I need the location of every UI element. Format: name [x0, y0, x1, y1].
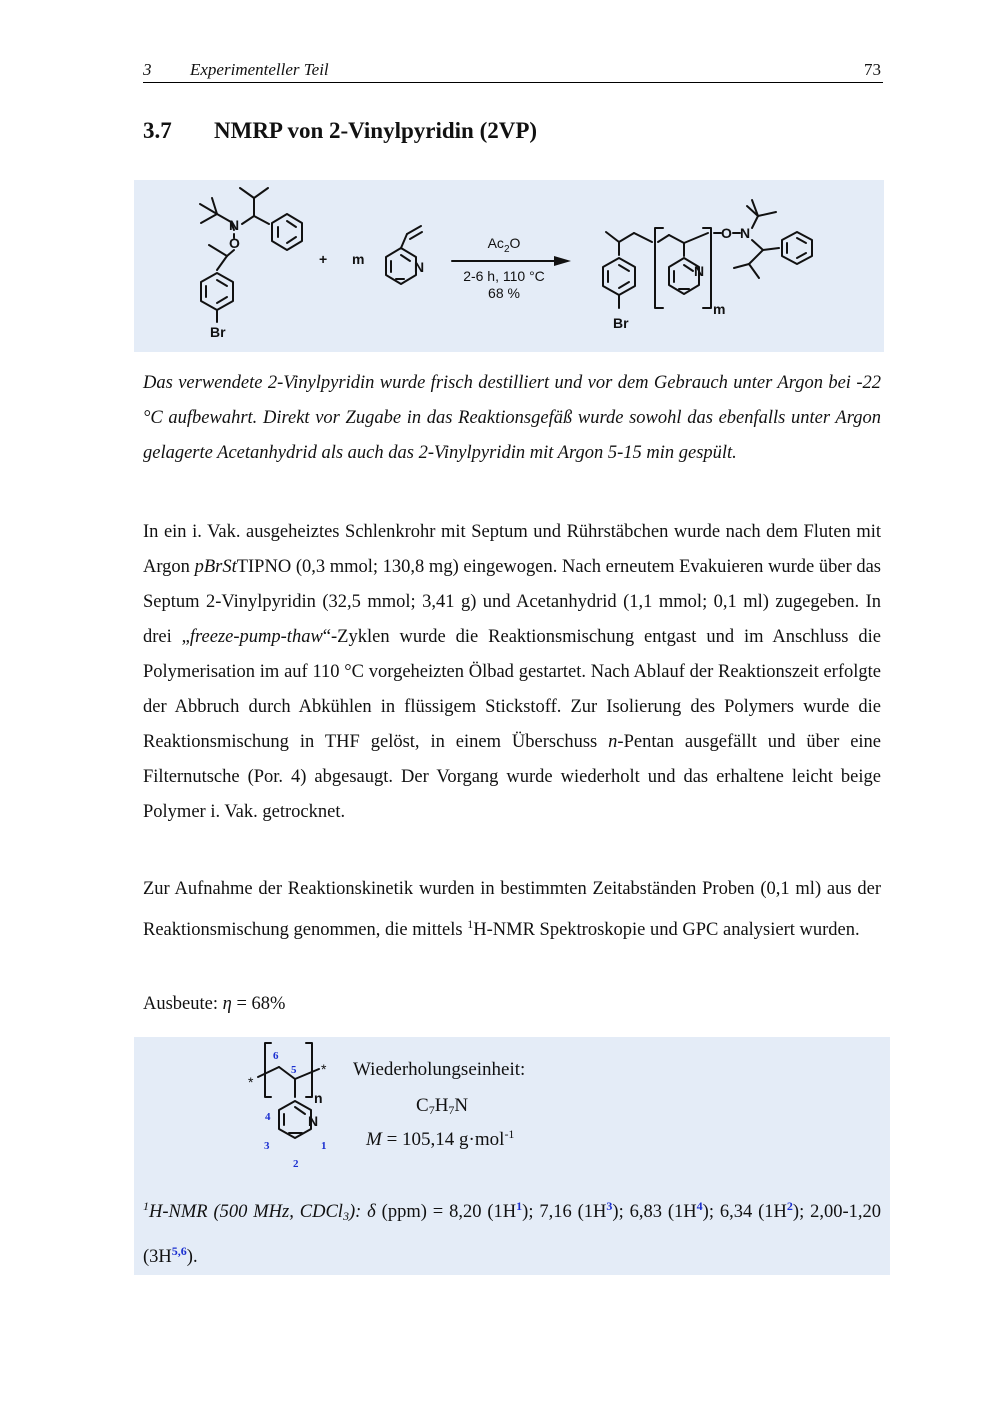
- repeat-m: m: [713, 301, 726, 317]
- paragraph-preparation: Das verwendete 2-Vinylpyridin wurde frisch destilliert und vor dem Gebrauch unter Argon bei -22 °C aufbewahrt. Direkt vor Zugabe in das Reaktionsgefäß wurde sowohl das ebenfalls unter Argon gelagerte Acetanhydrid als auch das 2-Vinylpyridin mit Argon 5-15 min gespült.: [143, 373, 881, 463]
- reagent-ac2o: $Ac_2O$: [487, 235, 521, 255]
- reaction-scheme-drawing: [134, 180, 884, 352]
- reaction-scheme: [134, 180, 884, 352]
- atom-Br-product: Br: [613, 315, 629, 331]
- repeat-unit-box: [134, 1037, 890, 1275]
- section-number: 3.7: [143, 118, 172, 143]
- star-left: *: [248, 1074, 254, 1090]
- reaction-yield: 68 %: [488, 285, 520, 301]
- reaction-conditions: 2-6 h, 110 °C: [463, 268, 545, 284]
- atom-O-initiator: O: [229, 235, 240, 251]
- star-right: *: [321, 1061, 327, 1077]
- pos-3: 3: [264, 1140, 270, 1152]
- atom-N-product: N: [694, 263, 705, 279]
- chapter-number: 3: [143, 60, 152, 79]
- paragraph-procedure: In ein i. Vak. ausgeheiztes Schlenkrohr mit Septum und Rührstäbchen wurde nach dem Fluten mit Argon pBrStTIPNO (0,3 mmol; 130,8 mg) eingewogen. Nach erneutem Evakuieren wurde über das Septum 2-Vinylpyridin (32,5 mmol; 3,41 g) und Acetanhydrid (1,1 mmol; 0,1 ml) zugegeben. In drei „freeze-pump-thaw“-Zyklen wurde die Reaktionsmischung entgast und im Anschluss die Polymerisation im auf 110 °C vorgeheizten Ölbad gestartet. Nach Ablauf der Reaktionszeit erfolgte der Abbruch durch Abkühlen in flüssigem Stickstoff. Zur Isolierung des Polymers wurde die Reaktionsmischung in THF gelöst, in einem Überschuss n-Pentan ausgefällt und über eine Filternutsche (Por. 4) abgesaugt. Der Vorgang wurde wiederholt und das erhaltene leicht beige Polymer i. Vak. getrocknet.: [143, 522, 882, 822]
- atom-Br-initiator: Br: [210, 324, 226, 340]
- freeze-pump-thaw: freeze-pump-thaw: [189, 627, 323, 647]
- pos-5: 5: [291, 1064, 297, 1076]
- atom-O-product: O: [721, 225, 732, 241]
- atom-N-initiator: N: [229, 217, 240, 233]
- section-title: NMRP von 2-Vinylpyridin (2VP): [214, 118, 538, 143]
- pos-4: 4: [265, 1111, 271, 1123]
- section-heading: [143, 118, 537, 144]
- molar-mass: M = 105,14 g·mol$^{-1}$: [366, 1127, 515, 1150]
- coefficient-m: m: [352, 251, 365, 267]
- paragraph-kinetics: Zur Aufnahme der Reaktionskinetik wurden in bestimmten Zeitabständen Proben (0,1 ml) aus der Reaktionsmischung genommen, die mittels $^1$H-NMR Spektroskopie und GPC analysiert wurden.: [143, 879, 881, 940]
- page-number: 73: [864, 60, 881, 79]
- atom-N-ru: N: [308, 1113, 319, 1129]
- pos-6: 6: [273, 1050, 279, 1062]
- plus-sign: +: [319, 251, 328, 267]
- yield-line: Ausbeute: η = 68%: [143, 994, 286, 1014]
- compound-name: pBrSt: [194, 557, 237, 577]
- repeat-unit-label: Wiederholungseinheit:: [353, 1059, 526, 1080]
- atom-N-monomer: N: [414, 259, 425, 275]
- nmr-data: $^1$H-NMR (500 MHz, CDCl$_3$): δ (ppm) = 8,20 $(1H^1)$; 7,16 $(1H^3)$; 6,83 $(1H^4)$; 6,34 $(1H^2)$; 2,00-1,20 $(3H^{5,6})$.: [143, 1199, 882, 1267]
- pos-1: 1: [321, 1140, 327, 1152]
- chapter-title: Experimenteller Teil: [190, 60, 329, 79]
- atom-N-endgroup: N: [740, 225, 751, 241]
- running-header: [143, 60, 883, 83]
- molecular-formula: $C_7H_7N$: [416, 1095, 469, 1117]
- pos-2: 2: [293, 1158, 299, 1170]
- repeat-n: n: [314, 1090, 323, 1106]
